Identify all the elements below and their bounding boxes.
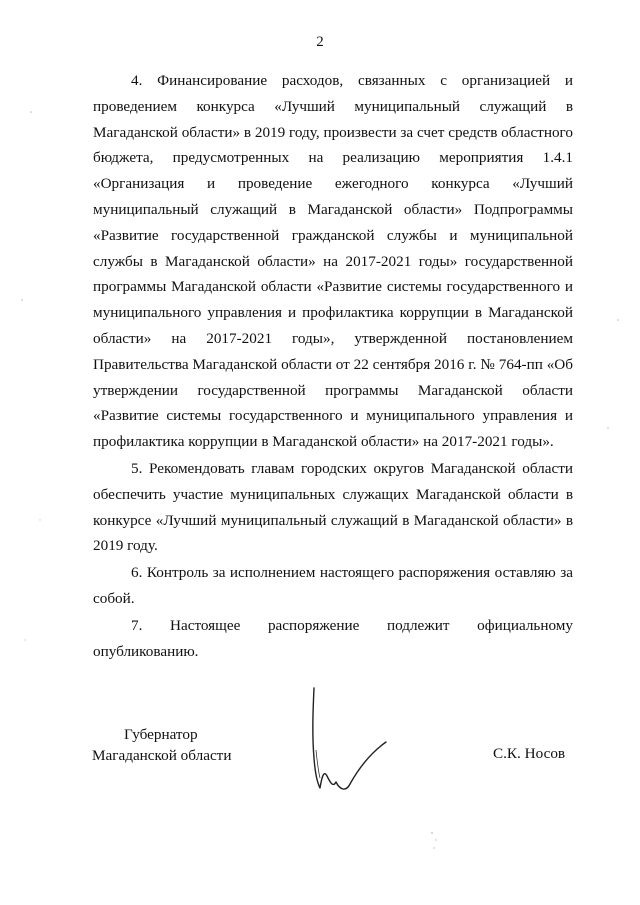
paragraph-6: 6. Контроль за исполнением настоящего распоряжения оставляю за собой. [93, 564, 573, 607]
paragraph-4: 4. Финансирование расходов, связанных с организацией и проведением конкурса «Лучший муниципальный служащий в Магаданской области» в 2019 году, произвести за счет средств областного бюджета, предусмотренных на реализацию мероприятия 1.4.1 «Организация и проведение ежегодного конкурса «Лучший муниципальный служащий в Магаданской области» Подпрограммы «Развитие государственной гражданской службы и муниципальной службы в Магаданской области» на 2017-2021 годы» государственной программы Магаданской области «Развитие системы государственного и муниципального управления и профилактика коррупции в Магаданской области» на 2017-2021 годы», утвержденной постановлением Правительства Магаданской области от 22 сентября 2016 г. № 764-пп «Об утверждении государственной программы Магаданской области «Развитие системы государственного и муниципального управления и профилактика коррупции в Магаданской области» на 2017-2021 годы». [93, 72, 573, 451]
paragraph-5: 5. Рекомендовать главам городских округов Магаданской области обеспечить участие муниципальных служащих Магаданской области в конкурсе «Лучший муниципальный служащий в Магаданской области» в 2019 году. [93, 459, 573, 555]
signer-title-line2: Магаданской области [92, 747, 232, 764]
signer-title-line1: Губернатор [124, 726, 198, 743]
paragraph-7: 7. Настоящее распоряжение подлежит официальному опубликованию. [93, 616, 573, 660]
page-number: 2 [316, 34, 324, 50]
signer-name: С.К. Носов [493, 745, 566, 762]
